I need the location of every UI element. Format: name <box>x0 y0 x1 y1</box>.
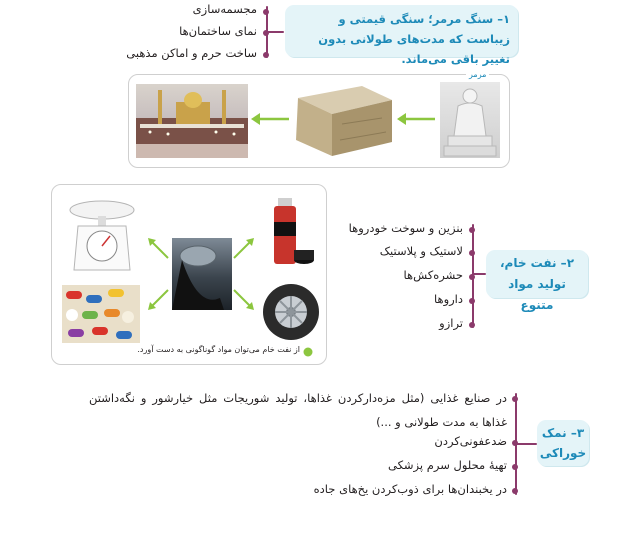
spray-can-icon <box>262 196 316 270</box>
green-arrow-icon <box>251 111 291 127</box>
image-caption: از نفت خام می‌توان مواد گوناگونی به دست آورد. <box>137 345 300 354</box>
use-item: لاستیک و پلاستیک <box>379 244 463 258</box>
image-label: مرمر <box>466 70 489 79</box>
bullet <box>469 227 475 233</box>
green-arrow-icon <box>232 236 256 260</box>
bullet <box>469 250 475 256</box>
shrine-icon <box>136 84 248 158</box>
bullet <box>263 30 269 36</box>
use-item: در یخبندان‌ها برای ذوب‌کردن یخ‌های جاده <box>313 482 507 496</box>
pills-icon <box>62 285 140 343</box>
pills-photo <box>62 285 140 343</box>
use-item: داروها <box>434 292 463 306</box>
bullet <box>469 322 475 328</box>
green-arrow-icon <box>146 236 170 260</box>
marble-block-icon <box>292 84 395 158</box>
bullet <box>512 488 518 494</box>
bullet <box>263 52 269 58</box>
bullet <box>469 274 475 280</box>
green-arrow-icon <box>232 288 256 312</box>
use-item: در صنایع غذایی (مثل مزه‌دارکردن غذاها، تولید شوریجات مثل خیارشور و نگه‌داشتن غذاها به مدت طولانی و ...) <box>89 391 507 429</box>
section-title: ۲– نفت خام، تولید مواد متنوع <box>486 250 588 298</box>
use-item: نمای ساختمان‌ها <box>179 24 257 38</box>
use-item: ضدعفونی‌کردن <box>434 434 507 448</box>
use-item: حشره‌کش‌ها <box>403 268 463 282</box>
use-item: ساخت حرم و اماکن مذهبی <box>126 46 257 60</box>
bullet <box>512 464 518 470</box>
marble-block-photo <box>292 84 395 158</box>
statue-icon <box>440 82 500 158</box>
section-title: ۱– سنگ مرمر؛ سنگی قیمتی و زیباست که مدت‌های طولانی بدون تغییر باقی می‌ماند. <box>285 5 518 57</box>
green-arrow-icon <box>146 288 170 312</box>
use-item: مجسمه‌سازی <box>192 2 257 16</box>
statue-photo <box>440 82 500 158</box>
green-arrow-icon <box>397 111 437 127</box>
use-item: ترازو <box>439 316 463 330</box>
spray-can-photo <box>262 196 316 270</box>
tire-photo <box>262 280 320 344</box>
oil-barrel-icon <box>172 238 232 310</box>
use-item: بنزین و سوخت خودروها <box>348 221 463 235</box>
section-title: ۳– نمک خوراکی <box>537 420 589 466</box>
bullet <box>469 298 475 304</box>
use-item: تهیهٔ محلول سرم پزشکی <box>387 458 507 472</box>
bullet <box>512 440 518 446</box>
scale-icon <box>62 196 140 274</box>
leaf-icon <box>303 347 313 357</box>
tire-icon <box>262 280 320 344</box>
crude-oil-photo <box>172 238 232 310</box>
bullet <box>512 396 518 402</box>
bullet <box>263 9 269 15</box>
shrine-photo <box>136 84 248 158</box>
scale-photo <box>62 196 140 274</box>
bracket-connector <box>515 443 537 445</box>
